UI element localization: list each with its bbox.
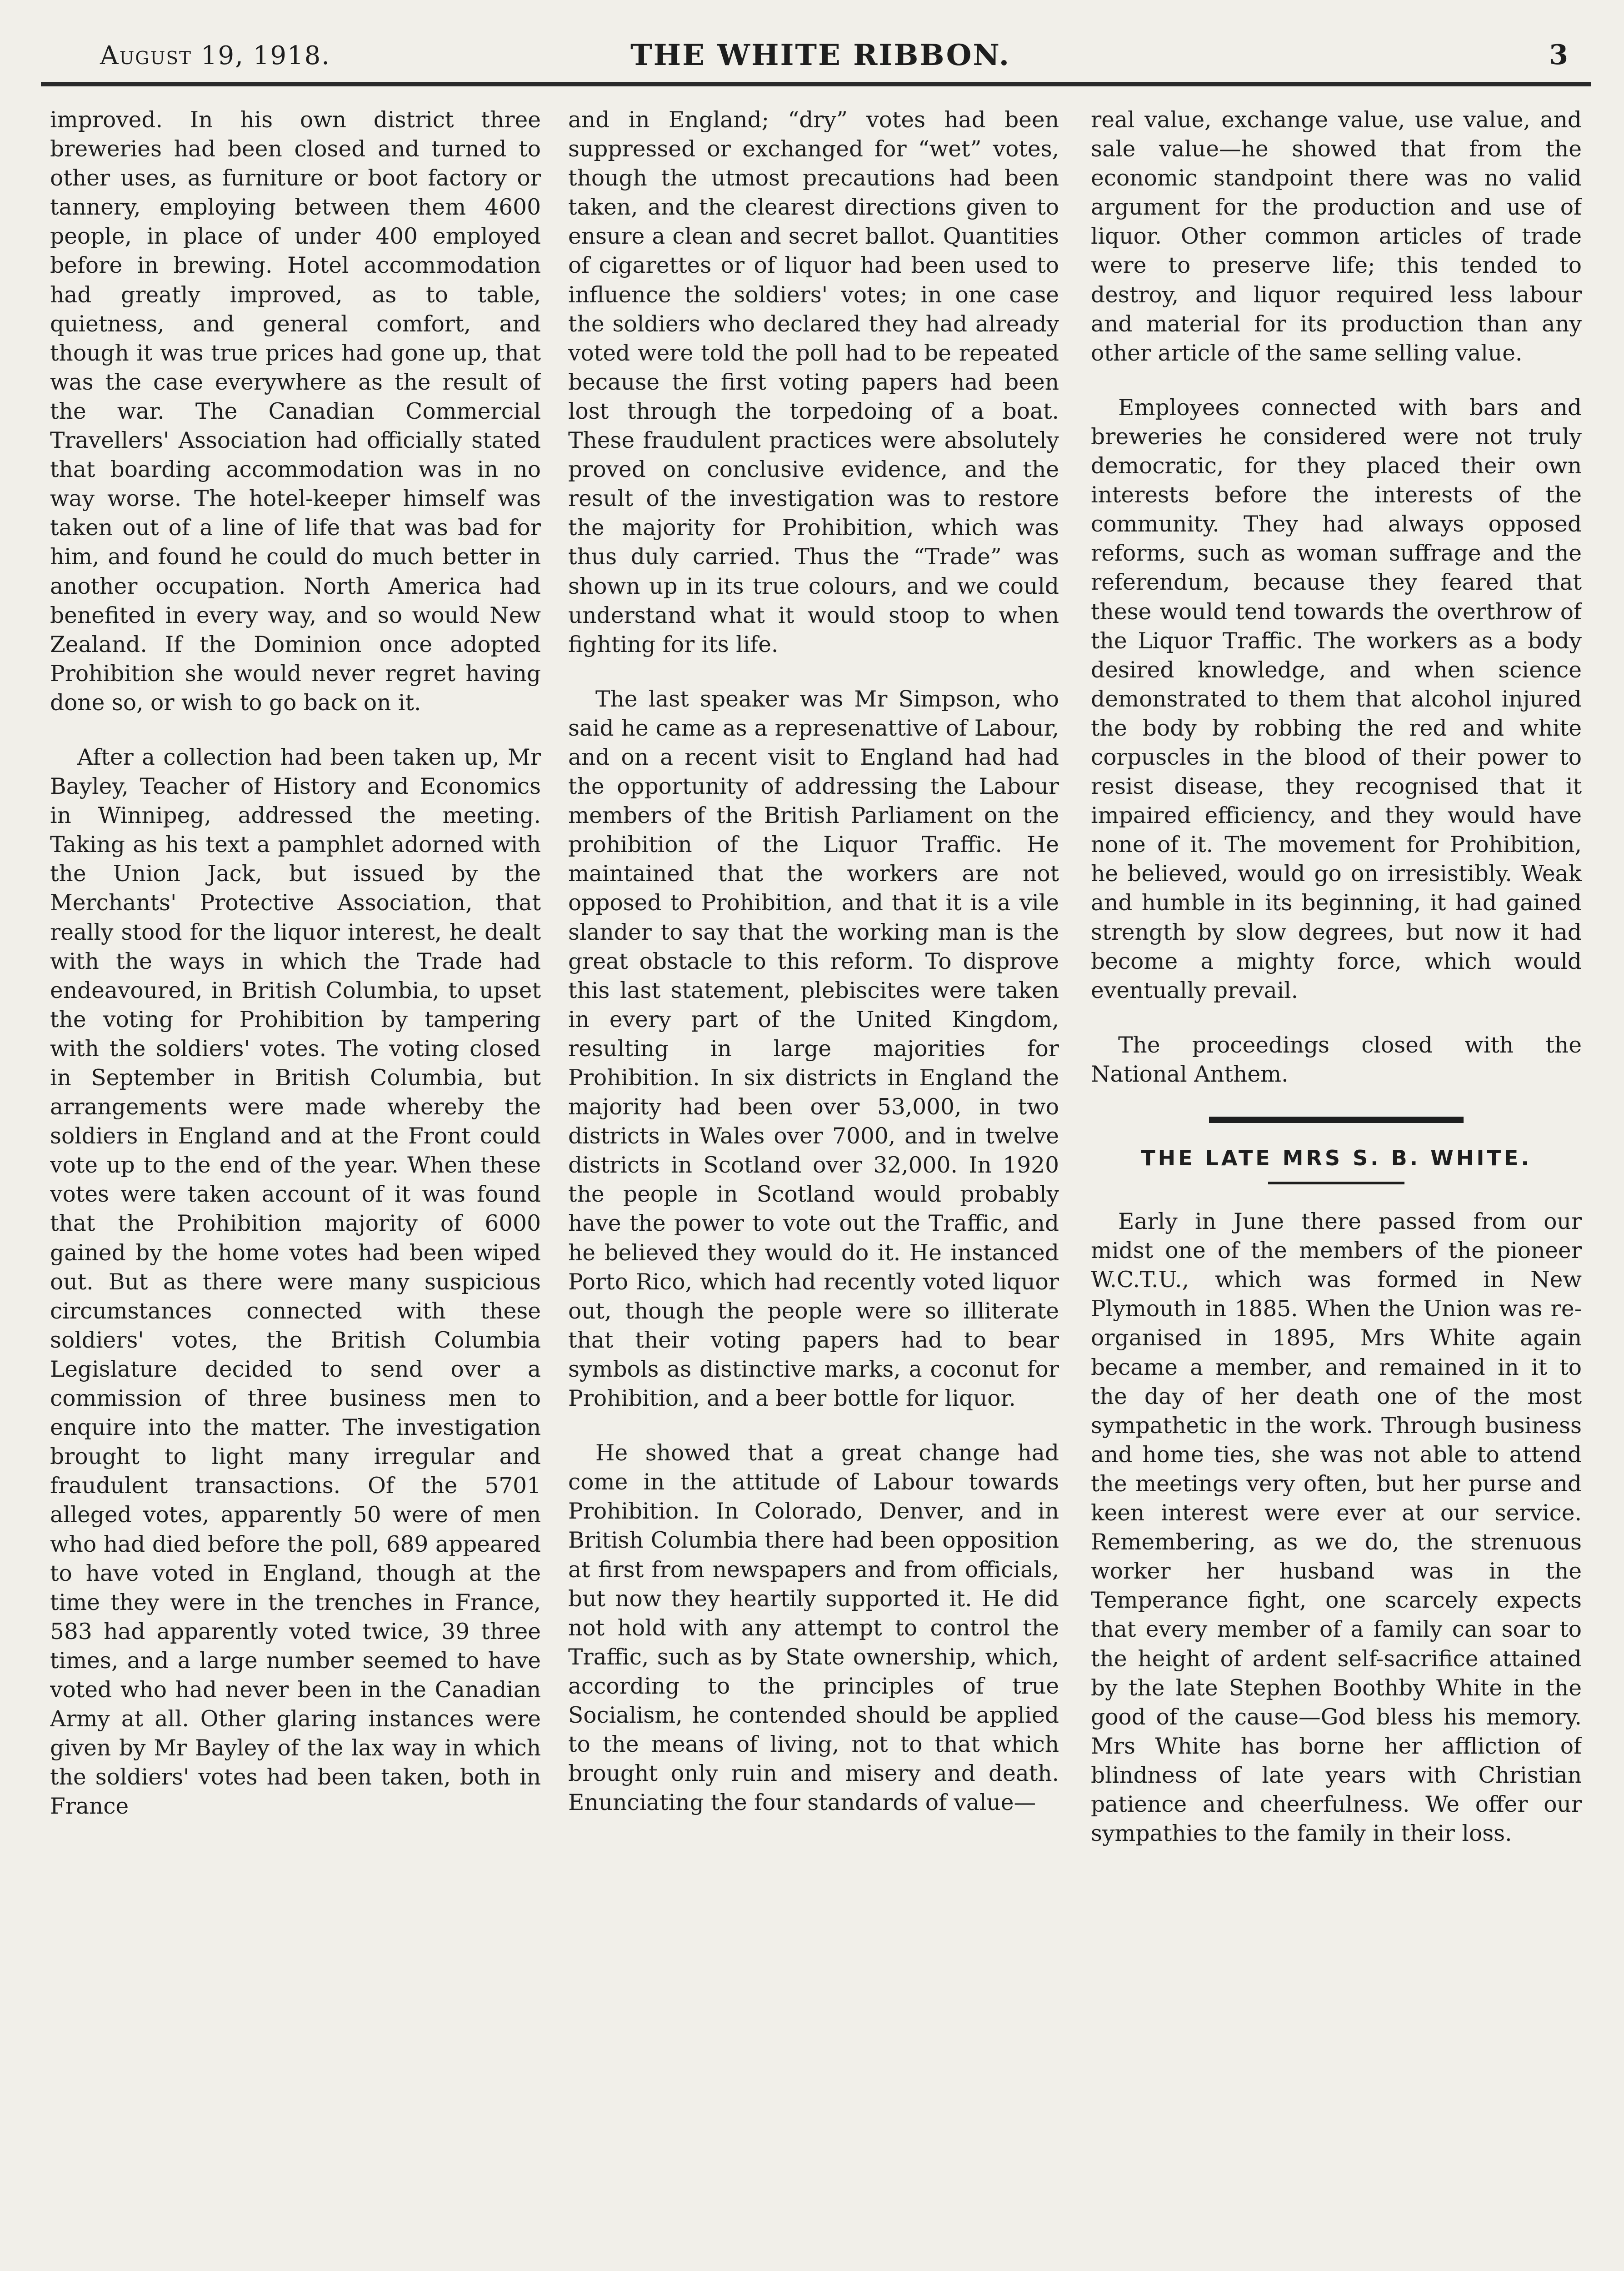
paragraph: The proceedings closed with the National Anthem. [1091, 1032, 1582, 1087]
header-rule [41, 82, 1591, 86]
paragraph: After a collection had been taken up, Mr Bayley, Teacher of History and Economics in Winnipeg, addressed the meeting. Taking as his text a pamphlet adorned with the Union Jack, but issued by the Merchants' Protective Association, that really stood for the liquor interest, he dealt with the ways in which the Trade had endeavoured, in British Columbia, to upset the voting for Prohibition by tampering with the soldiers' votes. The voting closed in September in British Columbia, but arrangements were made whereby the soldiers in England and at the Front could vote up to the end of the year. When these votes were taken account of it was found that the Prohibition majority of 6000 gained by the home votes had been wiped out. But as there were many suspicious circumstances connected with these soldiers' votes, the British Columbia Legislature decided to send over a commission of three business men to enquire into the matter. The investigation brought to light many irregular and fraudulent transactions. Of the 5701 alleged votes, apparently 50 were of men who had died before the poll, 689 appeared to have voted in England, though at the time they were in the trenches in France, 583 had apparently voted twice, 39 three times, and a large number seemed to have voted who had never been in the Canadian Army at all. Other glaring instances were given by Mr Bayley of the lax way in which the soldiers' votes had been taken, both in France [50, 744, 541, 1820]
paragraph: He showed that a great change had come in the attitude of Labour towards Prohibition. In Colorado, Denver, and in British Columbia there had been opposition at first from newspapers and from officials, but now they heartily supported it. He did not hold with any attempt to control the Traffic, such as by State ownership, which, according to the principles of true Socialism, he contended should be applied to the means of living, not to that which brought only ruin and misery and death. Enunciating the four standards of value— [568, 1440, 1059, 1816]
heading-rule [1268, 1182, 1404, 1184]
section-divider [1209, 1114, 1464, 1125]
page-number: 3 [1549, 39, 1568, 71]
column-2 [568, 105, 1059, 2261]
article-heading: THE LATE MRS S. B. WHITE. [1141, 1146, 1532, 1170]
paragraph: Early in June there passed from our midst one of the members of the pioneer W.C.T.U., which was formed in New Plymouth in 1885. When the Union was re-organised in 1895, Mrs White again became a member, and remained in it to the day of her death one of the most sympathetic in the work. Through business and home ties, she was not able to attend the meetings very often, but her purse and keen interest were ever at our service. Remembering, as we do, the strenuous worker her husband was in the Temperance fight, one scarcely expects that every member of a family can soar to the height of ardent self-sacrifice attained by the late Stephen Boothby White in the good of the cause—God bless his memory. Mrs White has borne her affliction of blindness of late years with Christian patience and cheerfulness. We offer our sympathies to the family in their loss. [1091, 1209, 1582, 1847]
column-3 [1091, 105, 1582, 2261]
paragraph: improved. In his own district three breweries had been closed and turned to other uses, as furniture or boot factory or tannery, employing between them 4600 people, in place of under 400 employed before in brewing. Hotel accommodation had greatly improved, as to table, quietness, and general comfort, and though it was true prices had gone up, that was the case everywhere as the result of the war. The Canadian Commercial Travellers' Association had officially stated that boarding accommodation was in no way worse. The hotel-keeper himself was taken out of a line of life that was bad for him, and found he could do much better in another occupation. North America had benefited in every way, and so would New Zealand. If the Dominion once adopted Prohibition she would never regret having done so, or wish to go back on it. [50, 107, 541, 716]
paragraph: real value, exchange value, use value, and sale value—he showed that from the economic standpoint there was no valid argument for the production and use of liquor. Other common articles of trade were to preserve life; this tended to destroy, and liquor required less labour and material for its production than any other article of the same selling value. [1091, 107, 1582, 366]
paragraph: and in England; “dry” votes had been suppressed or exchanged for “wet” votes, though the utmost precautions had been taken, and the clearest directions given to ensure a clean and secret ballot. Quantities of cigarettes or of liquor had been used to influence the soldiers' votes; in one case the soldiers who declared they had already voted were told the poll had to be repeated because the first voting papers had been lost through the torpedoing of a boat. These fraudulent practices were absolutely proved on conclusive evidence, and the result of the investigation was to restore the majority for Prohibition, which was thus duly carried. Thus the “Trade” was shown up in its true colours, and we could understand what it would stoop to when fighting for its life. [568, 107, 1059, 657]
column-1 [50, 105, 541, 2261]
issue-date: August 19, 1918. [100, 41, 331, 70]
paragraph: The last speaker was Mr Simpson, who said he came as a represenattive of Labour, and on a recent visit to England had had the opportunity of addressing the Labour members of the British Parliament on the prohibition of the Liquor Traffic. He maintained that the workers are not opposed to Prohibition, and that it is a vile slander to say that the working man is the great obstacle to this reform. To disprove this last statement, plebiscites were taken in every part of the United Kingdom, resulting in large majorities for Prohibition. In six districts in England the majority had been over 53,000, in two districts in Wales over 7000, and in twelve districts in Scotland over 32,000. In 1920 the people in Scotland would probably have the power to vote out the Traffic, and he believed they would do it. He instanced Porto Rico, which had recently voted liquor out, though the people were so illiterate that their voting papers had to bear symbols as distinctive marks, a coconut for Prohibition, and a beer bottle for liquor. [568, 686, 1059, 1412]
paragraph: Employees connected with bars and breweries he considered were not truly democratic, for they placed their own interests before the interests of the community. They had always opposed reforms, such as woman suffrage and the referendum, because they feared that these would tend towards the overthrow of the Liquor Traffic. The workers as a body desired knowledge, and when science demonstrated to them that alcohol injured the body by robbing the red and white corpuscles in the blood of their power to resist disease, they recognised that it impaired efficiency, and they would have none of it. The movement for Prohibition, he believed, would go on irresistibly. Weak and humble in its beginning, it had gained strength by slow degrees, but now it had become a mighty force, which would eventually prevail. [1091, 395, 1582, 1003]
masthead-title: THE WHITE RIBBON. [630, 38, 1011, 72]
